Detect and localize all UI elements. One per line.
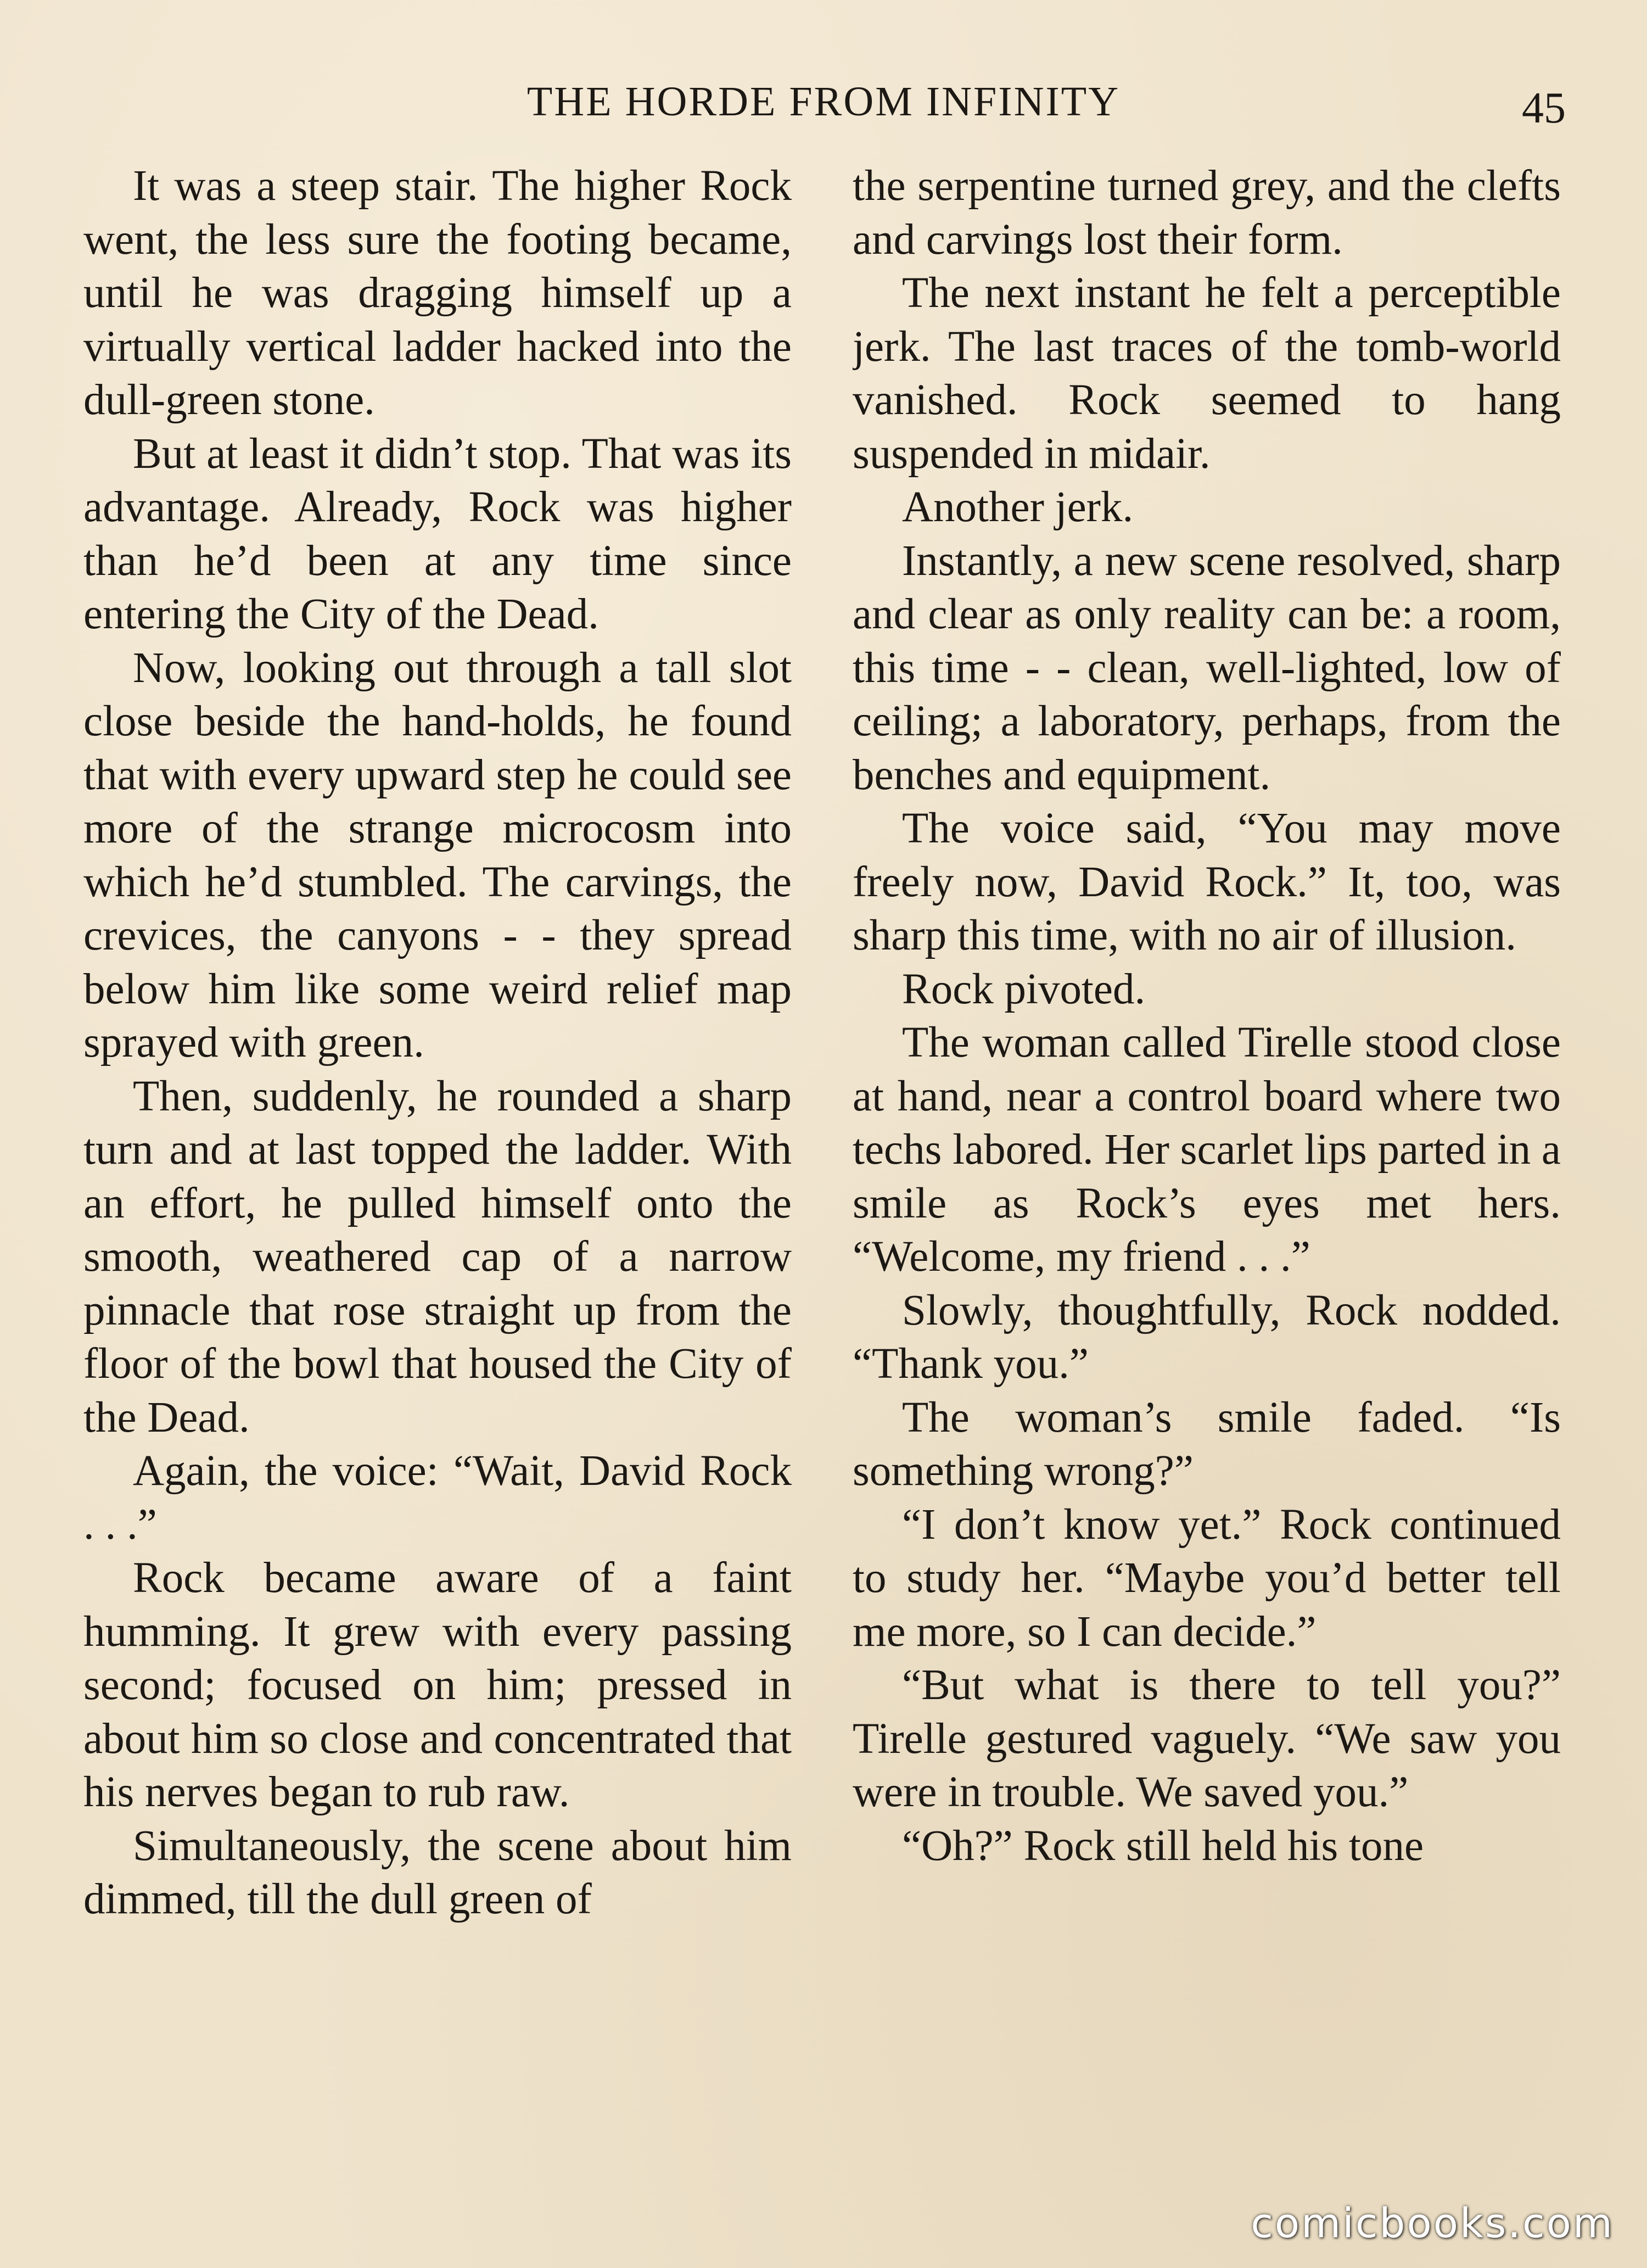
left-column	[83, 159, 792, 2202]
paragraph: Instantly, a new scene resolved, sharp and clear as only reality can be: a room, this time - - clean, well-lighted, low of ceiling; a laboratory, perhaps, from the benches and equipment.	[853, 537, 1561, 799]
right-column	[853, 159, 1561, 2202]
paragraph: The woman called Tirelle stood close at hand, near a control board where two techs labored. Her scarlet lips parted in a smile as Rock’s eyes met hers. “Welcome, my friend . . .”	[853, 1019, 1561, 1281]
paragraph: Again, the voice: “Wait, David Rock . . .”	[83, 1447, 792, 1549]
paragraph: The woman’s smile faded. “Is something wrong?”	[853, 1393, 1561, 1495]
paragraph: Simultaneously, the scene about him dimmed, till the dull green of	[83, 1822, 792, 1923]
paragraph: The next instant he felt a perceptible jerk. The last traces of the tomb-world vanished. Rock seemed to hang suspended in midair.	[853, 269, 1561, 478]
paragraph: Then, suddenly, he rounded a sharp turn and at last topped the ladder. With an effort, he pulled himself onto the smooth, weathered cap of a narrow pinnacle that rose straight up from the floor of the bowl that housed the City of the Dead.	[83, 1072, 792, 1442]
paragraph: It was a steep stair. The higher Rock went, the less sure the footing became, until he was dragging himself up a virtually vertical ladder hacked into the dull-green stone.	[83, 162, 792, 424]
paragraph: But at least it didn’t stop. That was its advantage. Already, Rock was higher than he’d been at any time since entering the City of the Dead.	[83, 429, 792, 638]
paragraph: “I don’t know yet.” Rock continued to study her. “Maybe you’d better tell me more, so I can decide.”	[853, 1500, 1561, 1656]
paragraph: Now, looking out through a tall slot close beside the hand-holds, he found that with every upward step he could see more of the strange microcosm into which he’d stumbled. The carvings, the crevices, the canyons - - they spread below him like some weird relief map sprayed with green.	[83, 644, 792, 1066]
paragraph: Rock became aware of a faint humming. It grew with every passing second; focused on him; pressed in about him so close and concentrated that his nerves began to rub raw.	[83, 1554, 792, 1816]
paragraph: “But what is there to tell you?” Tirelle gestured vaguely. “We saw you were in trouble. We saved you.”	[853, 1661, 1561, 1816]
watermark: comicbooks.com	[1251, 2200, 1614, 2247]
paragraph: Rock pivoted.	[902, 965, 1146, 1013]
paragraph: “Oh?” Rock still held his tone	[902, 1822, 1424, 1870]
running-head	[0, 74, 1647, 132]
paragraph: Slowly, thoughtfully, Rock nodded. “Thank you.”	[853, 1286, 1561, 1388]
paragraph: The voice said, “You may move freely now, David Rock.” It, too, was sharp this time, with no air of illusion.	[853, 805, 1561, 959]
running-title: THE HORDE FROM INFINITY	[526, 79, 1121, 125]
paragraph-continued: the serpentine turned grey, and the clefts and carvings lost their form.	[853, 162, 1561, 264]
paragraph: Another jerk.	[902, 483, 1134, 531]
page-number: 45	[1522, 84, 1566, 132]
